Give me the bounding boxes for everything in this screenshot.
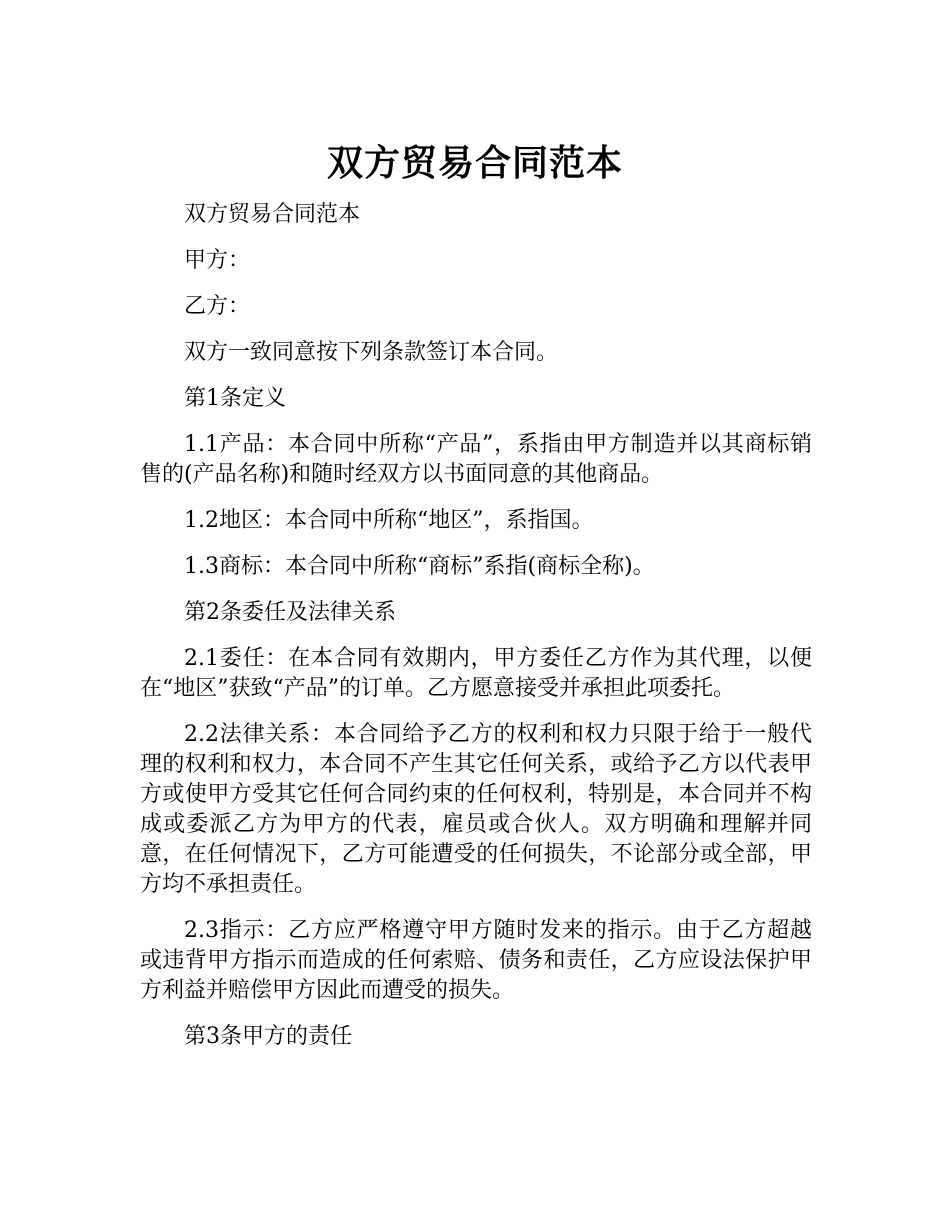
section-heading-2: 第2条委任及法律关系 <box>184 600 396 625</box>
section-heading-1: 第1条定义 <box>184 386 286 411</box>
clause-1-1: 1.1产品：本合同中所称“产品”，系指由甲方制造并以其商标销售的(产品名称)和随时经双方以书面同意的其他商品。 <box>140 432 812 487</box>
paragraph-heading-repeat: 双方贸易合同范本 <box>184 202 361 227</box>
clause-1-2: 1.2地区：本合同中所称“地区”，系指国。 <box>184 508 594 533</box>
section-heading-3: 第3条甲方的责任 <box>184 1024 352 1049</box>
clause-1-3: 1.3商标：本合同中所称“商标”系指(商标全称)。 <box>184 554 655 579</box>
document-body <box>140 200 812 1068</box>
document-title: 双方贸易合同范本 <box>326 143 623 185</box>
paragraph-party-a: 甲方： <box>184 248 251 273</box>
clause-2-1: 2.1委任：在本合同有效期内，甲方委任乙方作为其代理，以便在“地区”获致“产品”的订单。乙方愿意接受并承担此项委托。 <box>140 646 812 701</box>
paragraph-party-b: 乙方： <box>184 294 251 319</box>
clause-2-3: 2.3指示：乙方应严格遵守甲方随时发来的指示。由于乙方超越或违背甲方指示而造成的任何索赔、债务和责任，乙方应设法保护甲方利益并赔偿甲方因此而遭受的损失。 <box>140 918 812 1003</box>
paragraph-agreement: 双方一致同意按下列条款签订本合同。 <box>184 340 559 365</box>
clause-2-2: 2.2法律关系：本合同给予乙方的权利和权力只限于给于一般代理的权利和权力，本合同不产生其它任何关系，或给予乙方以代表甲方或使甲方受其它任何合同约束的任何权利，特别是，本合同并不构成或委派乙方为甲方的代表，雇员或合伙人。双方明确和理解并同意，在任何情况下，乙方可能遭受的任何损失，不论部分或全部，甲方均不承担责任。 <box>140 722 812 897</box>
